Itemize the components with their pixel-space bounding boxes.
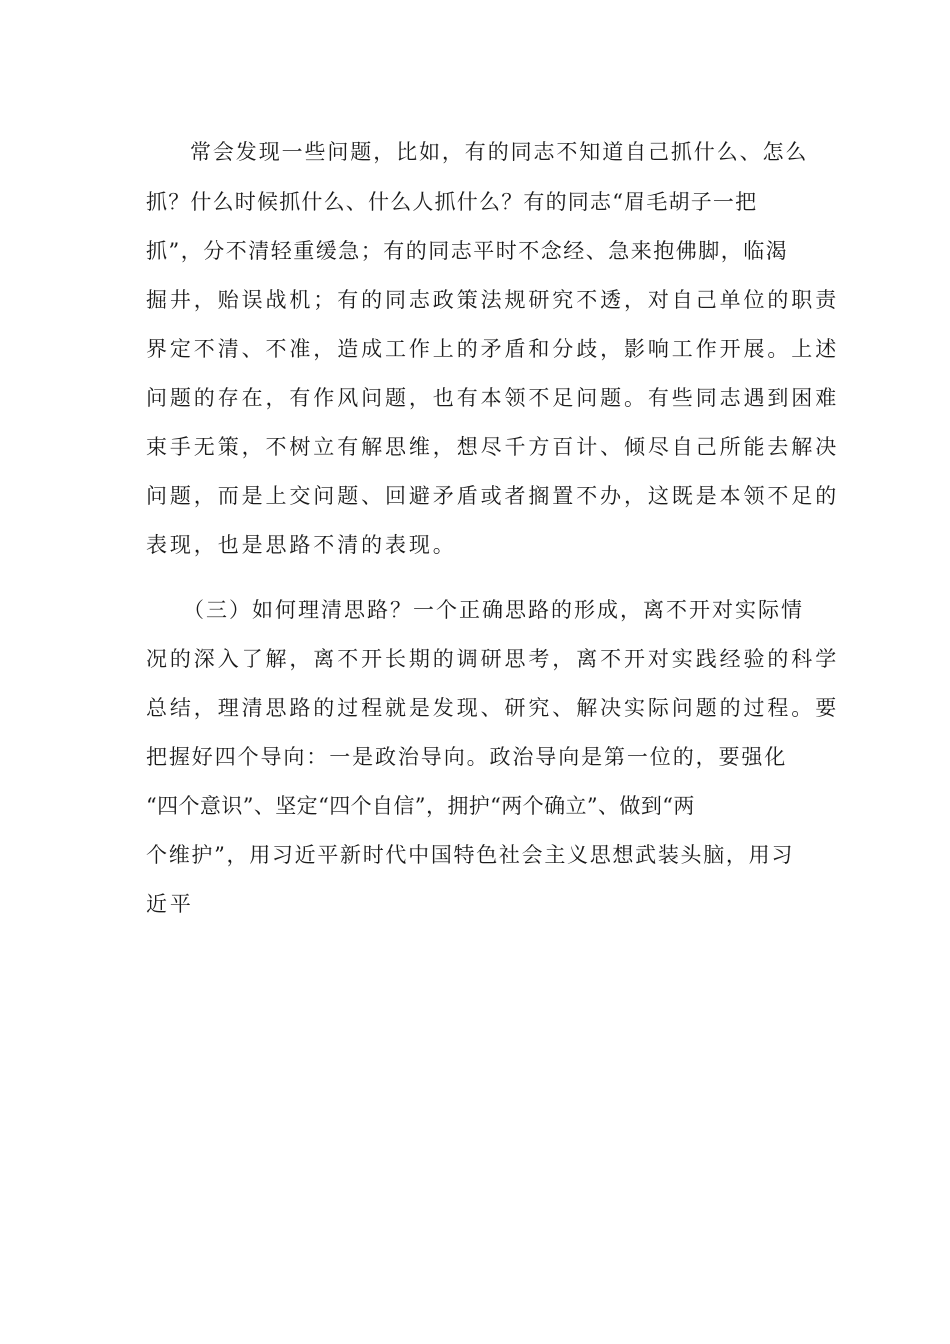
paragraph-line: 抓”，分不清轻重缓急；有的同志平时不念经、急来抱佛脚，临渴 <box>146 239 789 263</box>
paragraph-line: 问题，而是上交问题、回避矛盾或者搁置不办，这既是本领不足的 <box>146 484 840 508</box>
paragraph-line: 总结，理清思路的过程就是发现、研究、解决实际问题的过程。要 <box>146 696 840 720</box>
paragraph-line: “四个意识”、坚定“四个自信”，拥护“两个确立”、做到“两 <box>146 794 695 818</box>
paragraph-line: 近平 <box>146 892 194 916</box>
paragraph-line: 个维护”，用习近平新时代中国特色社会主义思想武装头脑，用习 <box>146 843 795 867</box>
paragraph-line: 抓？什么时候抓什么、什么人抓什么？有的同志“眉毛胡子一把 <box>146 190 758 214</box>
paragraph-line: 问题的存在，有作风问题，也有本领不足问题。有些同志遇到困难 <box>146 386 840 410</box>
paragraph-line: 表现，也是思路不清的表现。 <box>146 533 457 557</box>
paragraph-line: 常会发现一些问题，比如，有的同志不知道自己抓什么、怎么 <box>190 140 809 164</box>
paragraph-line: 界定不清、不准，造成工作上的矛盾和分歧，影响工作开展。上述 <box>146 337 840 361</box>
paragraph-line: （三）如何理清思路？一个正确思路的形成，离不开对实际情 <box>183 598 804 622</box>
paragraph-line: 把握好四个导向：一是政治导向。政治导向是第一位的，要强化 <box>146 745 788 769</box>
paragraph-line: 况的深入了解，离不开长期的调研思考，离不开对实践经验的科学 <box>146 647 840 671</box>
paragraph-line: 掘井，贻误战机；有的同志政策法规研究不透，对自己单位的职责 <box>146 288 840 312</box>
paragraph-line: 束手无策，不树立有解思维，想尽千方百计、倾尽自己所能去解决 <box>146 435 840 459</box>
